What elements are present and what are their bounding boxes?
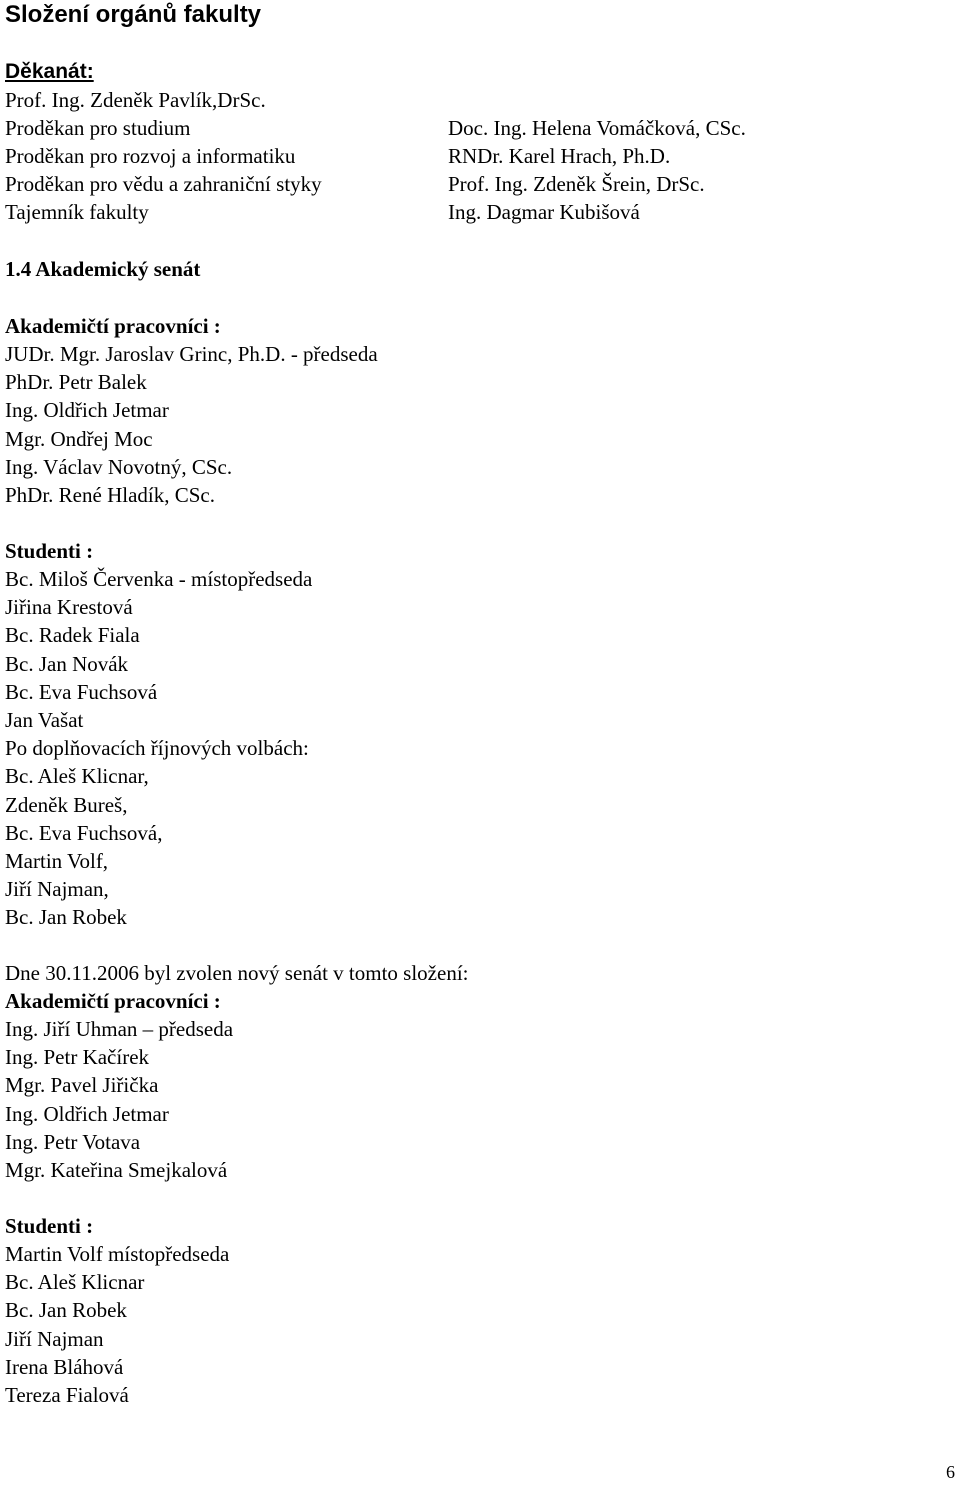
list-item: Bc. Aleš Klicnar [5, 1270, 145, 1295]
page-number: 6 [946, 1462, 955, 1482]
role-label: Proděkan pro rozvoj a informatiku [5, 144, 296, 168]
list-item: Jiřina Krestová [5, 595, 133, 620]
role-person: Doc. Ing. Helena Vomáčková, CSc. [448, 116, 746, 140]
role-label: Proděkan pro studium [5, 116, 191, 140]
role-label: Proděkan pro vědu a zahraniční styky [5, 172, 322, 196]
list-item: Ing. Oldřich Jetmar [5, 398, 169, 423]
new-senate-academics-label: Akademičtí pracovníci : [5, 989, 221, 1013]
list-item: Bc. Jan Robek [5, 905, 127, 930]
list-item: Tereza Fialová [5, 1383, 129, 1408]
list-item: Ing. Petr Kačírek [5, 1045, 150, 1070]
list-item: Irena Bláhová [5, 1354, 124, 1379]
role-person: Prof. Ing. Zdeněk Šrein, DrSc. [448, 172, 705, 196]
senate-academics-list [5, 340, 378, 509]
senate-section-title: 1.4 Akademický senát [5, 257, 201, 281]
page-title: Složení orgánů fakulty [5, 1, 262, 28]
list-item: JUDr. Mgr. Jaroslav Grinc, Ph.D. - předseda [5, 342, 378, 366]
list-item: Bc. Jan Robek [5, 1298, 127, 1323]
list-item: Bc. Eva Fuchsová, [5, 820, 163, 845]
list-item: Ing. Petr Votava [5, 1129, 141, 1154]
list-item: Bc. Aleš Klicnar, [5, 764, 149, 789]
new-senate-academics-list [5, 1015, 233, 1184]
senate-students-label: Studenti : [5, 539, 94, 563]
role-person: Ing. Dagmar Kubišová [448, 200, 640, 224]
new-senate-intro: Dne 30.11.2006 byl zvolen nový senát v tomto složení: [5, 961, 469, 985]
list-item: Jan Vašat [5, 708, 84, 733]
list-item: Martin Volf, [5, 849, 109, 874]
list-item: Bc. Radek Fiala [5, 623, 140, 648]
list-item: Bc. Jan Novák [5, 651, 129, 676]
list-item: Zdeněk Bureš, [5, 792, 128, 817]
list-item: Martin Volf místopředseda [5, 1242, 230, 1266]
senate-students-list [5, 565, 312, 932]
list-item: Ing. Oldřich Jetmar [5, 1101, 169, 1126]
list-item: Ing. Václav Novotný, CSc. [5, 454, 233, 479]
list-item: Po doplňovacích říjnových volbách: [5, 736, 309, 761]
new-senate-students-label: Studenti : [5, 1214, 94, 1238]
list-item: Bc. Miloš Červenka - místopředseda [5, 567, 313, 591]
senate-academics-label: Akademičtí pracovníci : [5, 314, 221, 338]
role-person: RNDr. Karel Hrach, Ph.D. [448, 144, 671, 168]
list-item: Mgr. Ondřej Moc [5, 426, 153, 451]
role-label: Tajemník fakulty [5, 200, 149, 224]
dean-line: Prof. Ing. Zdeněk Pavlík,DrSc. [5, 88, 266, 112]
list-item: Bc. Eva Fuchsová [5, 679, 158, 704]
new-senate-students-list [5, 1240, 229, 1409]
list-item: PhDr. René Hladík, CSc. [5, 483, 215, 508]
list-item: PhDr. Petr Balek [5, 370, 147, 395]
list-item: Jiří Najman [5, 1326, 104, 1351]
list-item: Ing. Jiří Uhman – předseda [5, 1017, 234, 1041]
list-item: Jiří Najman, [5, 877, 109, 902]
list-item: Mgr. Pavel Jiřička [5, 1073, 159, 1098]
dean-office-label: Děkanát: [5, 60, 94, 83]
list-item: Mgr. Kateřina Smejkalová [5, 1158, 228, 1183]
